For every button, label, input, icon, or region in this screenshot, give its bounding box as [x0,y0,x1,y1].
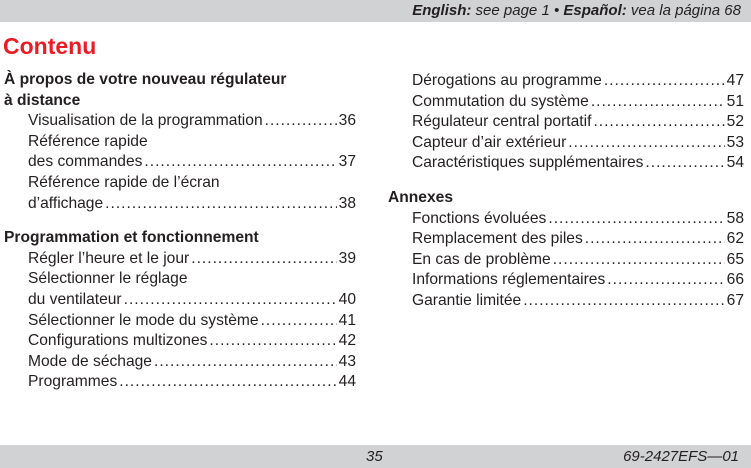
toc-entry-line [412,71,744,92]
toc-page-number: 66 [726,271,744,289]
dot-leader [523,291,724,312]
toc-entry[interactable] [388,229,744,250]
spanish-label: Español: [563,2,627,19]
toc-entry-label: Remplacement des piles [412,230,583,248]
toc-entry-line [412,112,744,133]
toc-page-number: 51 [726,92,744,110]
toc-entry[interactable] [388,153,744,174]
page-number: 35 [366,448,383,465]
dot-leader [553,250,725,271]
toc-entry-label: Configurations multizones [28,332,208,350]
toc-entry[interactable] [388,250,744,271]
toc-entry[interactable] [4,331,356,352]
toc-entry[interactable] [388,291,744,312]
section-heading: à distance [4,91,81,109]
dot-leader [585,229,725,250]
dot-leader [191,249,336,270]
dot-leader [591,92,725,113]
toc-left-column [4,70,356,393]
toc-page-number: 40 [338,290,356,308]
dot-leader [593,112,724,133]
document-code: 69-2427EFS—01 [623,448,739,465]
toc-entry-line [412,92,744,113]
toc-page-number: 37 [338,153,356,171]
toc-entry-label: Capteur d’air extérieur [412,133,567,151]
toc-entry-line [412,291,744,312]
toc-entry[interactable] [4,111,356,132]
toc-entry[interactable] [4,269,356,310]
toc-entry-label: Dérogations au programme [412,72,602,89]
toc-entry-line [28,249,356,270]
toc-page-number: 52 [726,113,744,131]
toc-entry-label-line: Référence rapide de l’écran [28,173,220,191]
toc-entry[interactable] [4,173,356,214]
toc-entry-label: Fonctions évoluées [412,209,547,227]
english-reference: see page 1 • [471,2,564,19]
section-heading: À propos de votre nouveau régulateur [4,71,287,88]
dot-leader [124,290,337,311]
section-heading: Programmation et fonctionnement [4,229,259,247]
toc-page-number: 53 [726,133,744,151]
toc-page-number: 41 [338,311,356,329]
toc-entry-label-line: Référence rapide [28,132,148,150]
toc-entry-label: Régulateur central portatif [412,113,592,131]
toc-entry[interactable] [4,249,356,270]
toc-page-number: 43 [338,352,356,370]
toc-page-number: 44 [338,373,356,391]
toc-page-number: 36 [338,112,356,130]
toc-entry-label: Programmes [28,373,118,391]
dot-leader [105,194,336,215]
toc-entry-line [412,209,744,230]
dot-leader [548,209,724,230]
toc-entry-line [28,311,356,332]
header-bar [0,0,751,22]
toc-entry-label-line: Sélectionner le réglage [28,270,188,288]
toc-entry[interactable] [388,112,744,133]
toc-entry[interactable] [4,132,356,173]
section-heading-annexes: Annexes [388,188,454,206]
toc-page-number: 67 [726,291,744,309]
toc-entry-label: des commandes [28,153,143,171]
footer-bar [0,445,751,468]
toc-entry[interactable] [388,133,744,154]
page-title: Contenu [3,33,97,59]
toc-page-number: 39 [338,249,356,267]
dot-leader [144,152,336,173]
toc-entry[interactable] [388,71,744,92]
toc-entry-label: Commutation du système [412,92,589,110]
dot-leader [568,133,724,154]
dot-leader [604,71,725,92]
toc-entry[interactable] [388,209,744,230]
spanish-reference: vea la página 68 [626,2,741,19]
dot-leader [645,153,724,174]
toc-entry-label: d’affichage [28,194,104,212]
toc-entry-label: Régler l’heure et le jour [28,249,190,267]
toc-entry-line [412,250,744,271]
toc-entry[interactable] [4,311,356,332]
toc-entry-label: Caractéristiques supplémentaires [412,154,644,172]
toc-page-number: 54 [726,154,744,172]
toc-page-number: 62 [726,230,744,248]
toc-entry-label: Informations réglementaires [412,271,606,289]
toc-entry-line [28,290,356,311]
toc-entry-label: Mode de séchage [28,352,152,370]
toc-page-number: 58 [726,209,744,227]
toc-entry-line [412,153,744,174]
toc-entry[interactable] [4,372,356,393]
toc-entry-line [28,331,356,352]
toc-entry[interactable] [388,92,744,113]
dot-leader [265,111,337,132]
toc-entry-line [412,229,744,250]
dot-leader [119,372,336,393]
toc-entry-line [28,152,356,173]
toc-page-number: 42 [338,332,356,350]
toc-entry[interactable] [388,270,744,291]
toc-entry-line [28,111,356,132]
toc-page-number: 65 [726,250,744,268]
dot-leader [154,352,337,373]
toc-entry-line [412,270,744,291]
toc-entry-line [28,194,356,215]
toc-entry-line [28,372,356,393]
dot-leader [209,331,336,352]
dot-leader [261,311,337,332]
toc-entry[interactable] [4,352,356,373]
toc-entry-line [412,133,744,154]
toc-page-number: 38 [338,194,356,212]
toc-entry-label: Visualisation de la programmation [28,112,263,130]
toc-entry-label: Sélectionner le mode du système [28,311,259,329]
english-label: English: [412,2,472,19]
toc-right-column [388,71,744,312]
toc-entry-label: du ventilateur [28,290,122,308]
dot-leader [607,270,724,291]
toc-entry-label: En cas de problème [412,250,551,268]
toc-entry-label: Garantie limitée [412,291,522,309]
toc-entry-line [28,352,356,373]
toc-page-number: 47 [726,72,744,89]
